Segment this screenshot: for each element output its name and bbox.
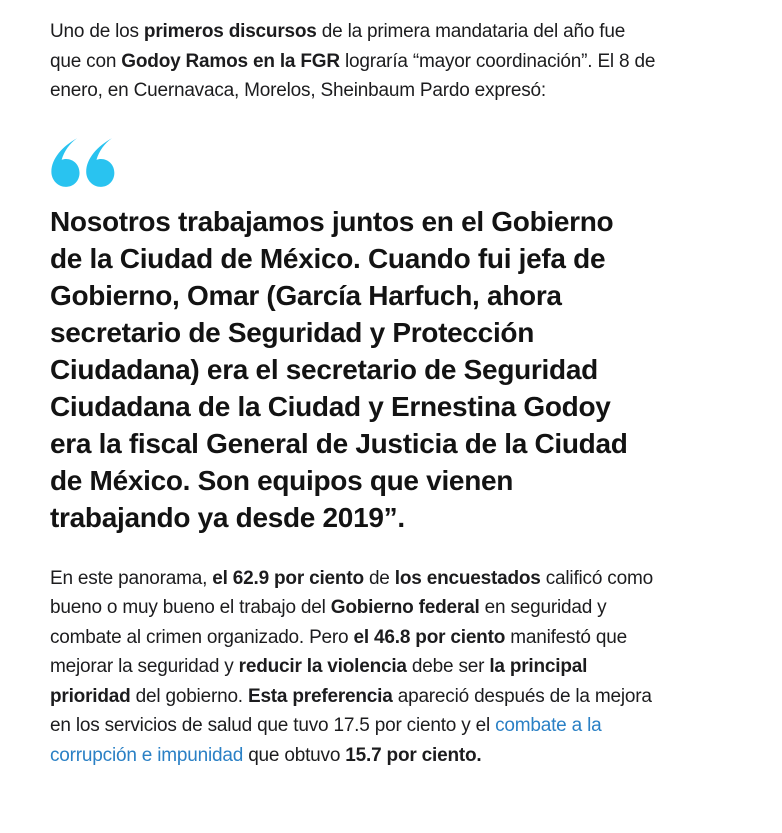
double-quote-icon: [50, 137, 116, 189]
text-segment: del gobierno.: [130, 685, 248, 707]
text-segment-bold: el 46.8 por ciento: [353, 626, 506, 648]
text-segment-bold: reducir la violencia: [238, 656, 407, 677]
text-segment: manifestó que mejorar la seguridad y: [50, 626, 627, 677]
text-segment-bold: los encuestados: [394, 567, 541, 589]
text-segment: En este panorama,: [50, 567, 213, 589]
text-segment: calificó como bueno o muy bueno el trabajo del: [50, 567, 653, 618]
text-segment: de: [363, 567, 395, 589]
text-segment-bold: primeros discursos: [143, 21, 317, 42]
text-segment: que obtuvo: [243, 744, 346, 766]
intro-paragraph: [50, 17, 656, 106]
text-segment-bold: Esta preferencia: [247, 685, 393, 707]
text-segment: Uno de los: [50, 21, 144, 42]
text-segment: apareció después de la mejora en los servicios de salud que tuvo 17.5 por ciento y el: [50, 685, 652, 736]
text-segment-bold: Godoy Ramos en la FGR: [121, 50, 340, 72]
text-segment-bold: la principal prioridad: [50, 656, 588, 707]
text-segment-bold: 15.7 por ciento.: [345, 744, 482, 766]
quote-text-segment: Nosotros trabajamos juntos en el Gobierno de la Ciudad de México. Cuando fui jefa de Gobierno, Omar (García Harfuch, ahora secretario de Seguridad y Protección Ciudadana) era el secretario de Seguridad Ciudadana de la Ciudad y Ernestina Godoy era la fiscal General de Justicia de la Ciudad de México. Son equipos que vienen trabajando ya desde 2019”.: [50, 205, 628, 533]
text-segment: de la primera mandataria del año fue que con: [50, 21, 626, 72]
closing-paragraph: [50, 564, 656, 771]
text-segment: lograría “mayor coordinación”. El 8 de enero, en Cuernavaca, Morelos, Sheinbaum Pardo expresó:: [50, 50, 656, 101]
text-segment-bold: Gobierno federal: [330, 597, 480, 618]
pull-quote-block: [50, 137, 742, 536]
corruption-impunity-link[interactable]: combate a la corrupción e impunidad: [50, 715, 602, 766]
text-segment-bold: el 62.9 por ciento: [212, 567, 364, 589]
text-segment: en seguridad y combate al crimen organizado. Pero: [50, 597, 607, 648]
quote-text: [50, 203, 636, 536]
text-segment: debe ser: [406, 656, 490, 677]
